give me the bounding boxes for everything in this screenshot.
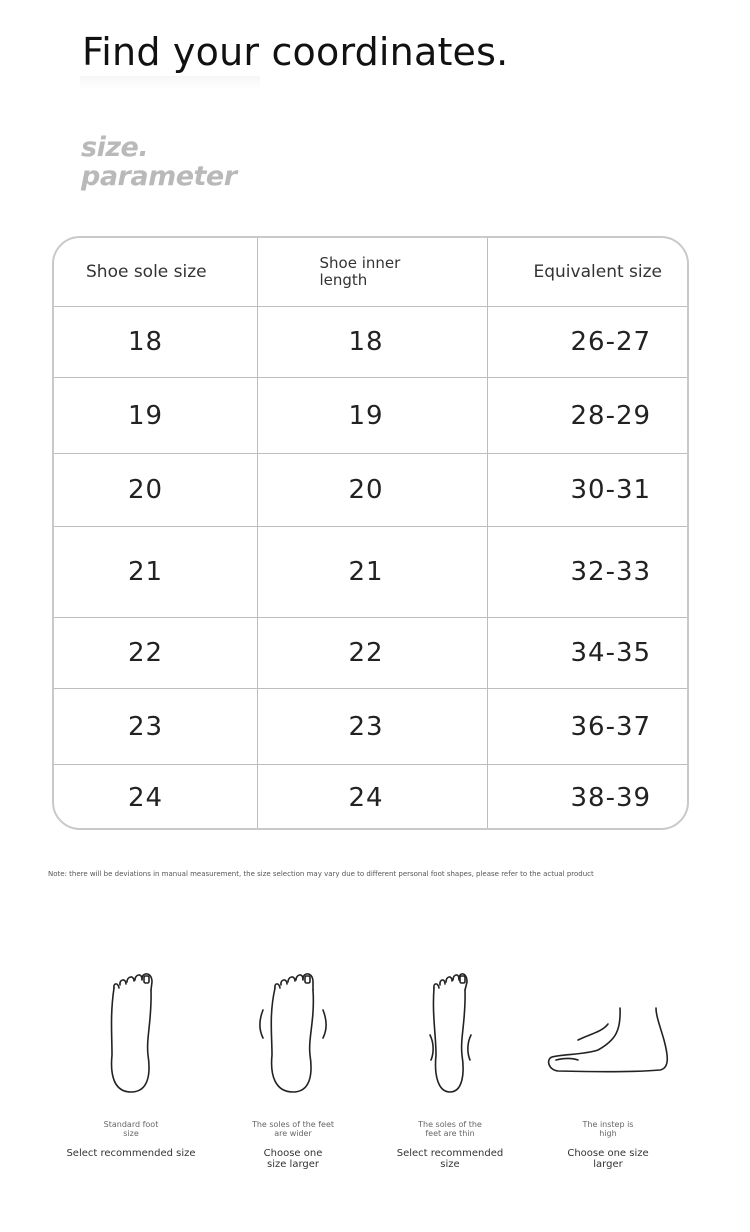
size-table (52, 236, 689, 830)
foot-advice: Select recommended size (66, 1148, 196, 1159)
cell-sole-size: 22 (54, 618, 257, 689)
cell-sole-size: 18 (54, 307, 257, 378)
table-row (54, 378, 689, 454)
measurement-note: Note: there will be deviations in manual measurement, the size selection may vary due to different personal foot shapes, please refer to the actual product (48, 870, 594, 878)
foot-caption: The instep is high (582, 1120, 634, 1138)
subtitle-line-1: size. (81, 132, 149, 163)
table-row (54, 618, 689, 689)
page-title: Find your coordinates. (82, 30, 509, 74)
foot-type-thin (375, 960, 525, 1170)
title-reflection (80, 76, 260, 90)
cell-inner-length: 20 (257, 454, 487, 527)
cell-equivalent-size: 32-33 (487, 527, 689, 618)
table-row (54, 307, 689, 378)
header-inner-length-label: Shoe inner length (319, 254, 401, 289)
cell-sole-size: 19 (54, 378, 257, 454)
cell-sole-size: 24 (54, 765, 257, 831)
foot-caption: The soles of the feet are thin (418, 1120, 482, 1138)
table-row (54, 527, 689, 618)
cell-inner-length: 24 (257, 765, 487, 831)
header-sole-size: Shoe sole size (54, 238, 257, 307)
foot-advice: Choose one size larger (263, 1148, 323, 1170)
wide-foot-icon (218, 960, 368, 1095)
table-row (54, 454, 689, 527)
cell-equivalent-size: 26-27 (487, 307, 689, 378)
high-instep-icon (533, 960, 683, 1095)
cell-inner-length: 21 (257, 527, 487, 618)
cell-equivalent-size: 36-37 (487, 689, 689, 765)
cell-inner-length: 19 (257, 378, 487, 454)
foot-type-standard (56, 960, 206, 1159)
thin-foot-icon (375, 960, 525, 1095)
foot-caption: The soles of the feet are wider (251, 1120, 335, 1138)
standard-foot-icon (56, 960, 206, 1095)
header-inner-length (257, 238, 487, 307)
section-subtitle (81, 133, 237, 191)
subtitle-line-2: parameter (81, 161, 237, 192)
cell-equivalent-size: 38-39 (487, 765, 689, 831)
cell-inner-length: 23 (257, 689, 487, 765)
header-equivalent-size: Equivalent size (487, 238, 689, 307)
cell-sole-size: 23 (54, 689, 257, 765)
table-row (54, 689, 689, 765)
table-row (54, 765, 689, 831)
table-header-row (54, 238, 689, 307)
foot-type-high-instep (533, 960, 683, 1170)
foot-caption: Standard foot size (103, 1120, 159, 1138)
foot-advice: Choose one size larger (567, 1148, 649, 1170)
cell-sole-size: 20 (54, 454, 257, 527)
foot-type-wide (218, 960, 368, 1170)
foot-types-section (0, 960, 750, 1220)
cell-sole-size: 21 (54, 527, 257, 618)
cell-inner-length: 18 (257, 307, 487, 378)
cell-equivalent-size: 34-35 (487, 618, 689, 689)
cell-inner-length: 22 (257, 618, 487, 689)
foot-advice: Select recommended size (396, 1148, 504, 1170)
cell-equivalent-size: 30-31 (487, 454, 689, 527)
cell-equivalent-size: 28-29 (487, 378, 689, 454)
